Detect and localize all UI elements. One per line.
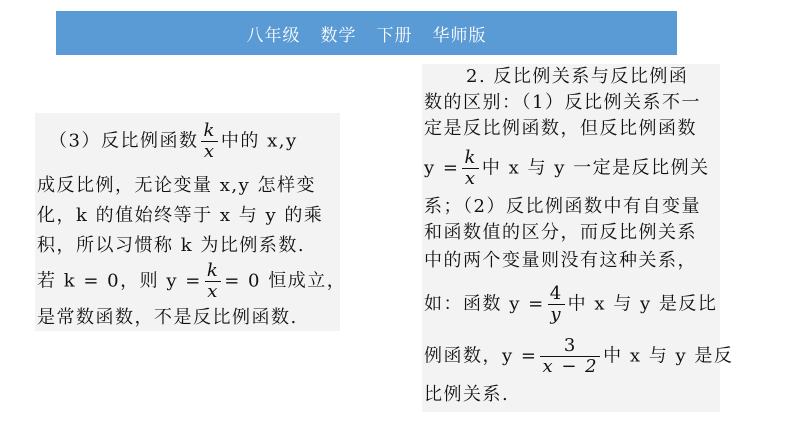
header-volume: 下册 — [376, 25, 413, 46]
right-line-2: 数的区别：（1）反比例关系不一 — [424, 92, 701, 113]
fraction-numerator: 4 — [549, 283, 563, 304]
fraction-denominator: x — [464, 168, 477, 189]
left-line-1-text-b: 中的 x,y — [220, 130, 298, 152]
right-line-7: 中的两个变量则没有这种关系， — [424, 250, 697, 271]
fraction-denominator: y — [550, 304, 563, 325]
right-line-1: 2. 反比例关系与反比例函 — [466, 66, 689, 87]
fraction-k-over-x-right — [462, 148, 478, 189]
fraction-4-over-y — [548, 284, 565, 325]
right-line-10: 比例关系. — [424, 384, 510, 405]
right-line-4 — [424, 148, 710, 189]
header-subject: 数学 — [320, 25, 357, 46]
left-line-5 — [37, 261, 346, 302]
note-panel-right — [422, 64, 734, 412]
left-line-5-text-a: 若 k = 0，则 y = — [37, 270, 202, 292]
right-line-4-text-b: 中 x 与 y 一定是反比例关 — [481, 157, 710, 179]
fraction-denominator: x — [203, 141, 216, 162]
left-line-4: 积，所以习惯称 k 为比例系数. — [37, 235, 306, 256]
right-line-9 — [424, 336, 733, 377]
left-line-5-text-b: = 0 恒成立， — [224, 270, 347, 292]
right-line-9-text-a: 例函数，y = — [424, 345, 538, 367]
header-edition: 华师版 — [432, 25, 487, 46]
right-line-4-text-a: y = — [424, 157, 460, 179]
left-line-2: 成反比例，无论变量 x,y 怎样变 — [37, 175, 316, 196]
right-line-8-text-a: 如：函数 y = — [424, 293, 545, 315]
left-line-6: 是常数函数，不是反比例函数. — [37, 307, 298, 328]
fraction-k-over-x-2 — [205, 261, 221, 302]
fraction-denominator: x — [207, 281, 219, 302]
right-line-8 — [424, 284, 717, 325]
fraction-denominator: x − 2 — [542, 356, 599, 377]
left-line-1 — [49, 121, 298, 162]
right-line-9-text-b: 中 x 与 y 是反 — [603, 345, 734, 367]
right-line-8-text-b: 中 x 与 y 是反比 — [567, 293, 718, 315]
header-banner — [56, 11, 677, 55]
right-line-6: 和函数值的区分，而反比例关系 — [424, 222, 697, 243]
left-line-3: 化，k 的值始终等于 x 与 y 的乘 — [37, 205, 324, 226]
fraction-3-over-x-minus-2 — [540, 336, 600, 377]
fraction-numerator: k — [206, 260, 220, 281]
left-line-1-text-a: （3）反比例函数 — [49, 130, 199, 152]
note-panel-left — [35, 113, 347, 331]
fraction-numerator: k — [464, 147, 477, 168]
right-line-3: 定是反比例函数，但反比例函数 — [424, 118, 697, 139]
fraction-numerator: k — [203, 120, 216, 141]
fraction-k-over-x — [201, 121, 217, 162]
right-line-5: 系；（2）反比例函数中有自变量 — [424, 196, 701, 217]
fraction-numerator: 3 — [540, 336, 600, 357]
header-grade: 八年级 — [246, 25, 301, 46]
